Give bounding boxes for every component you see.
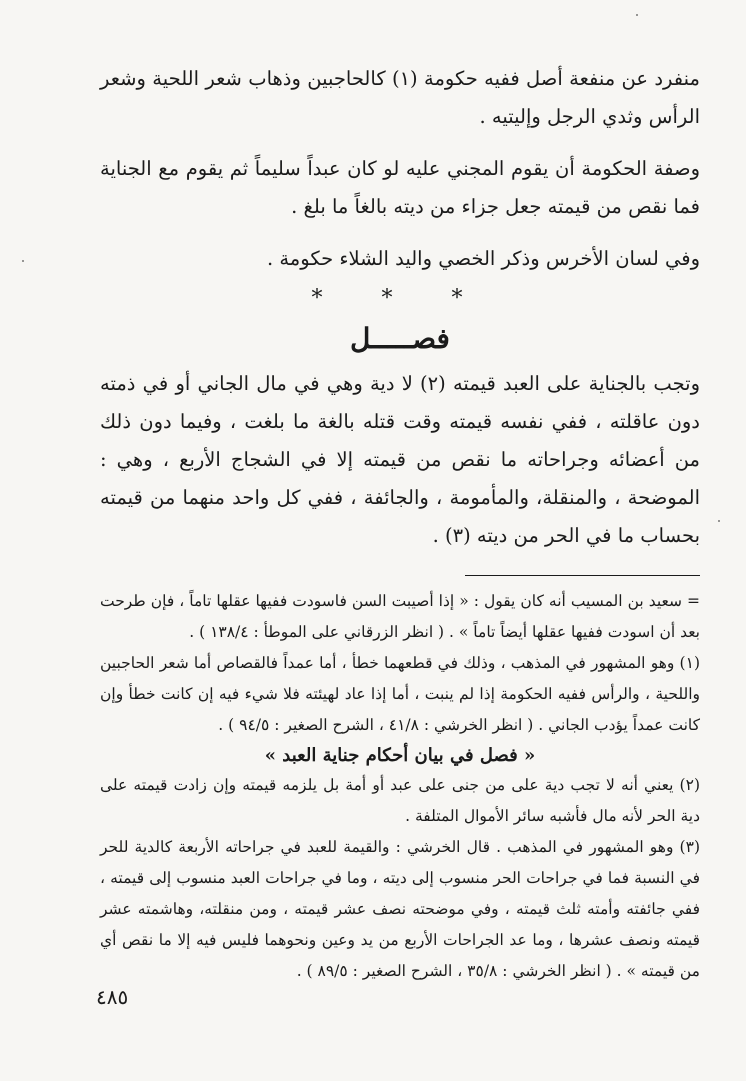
- footnote-section-title: « فصل في بيان أحكام جناية العبد »: [264, 745, 536, 766]
- asterisk-separator: * * *: [311, 286, 489, 311]
- footnote-1: (١) وهو المشهور في المذهب ، وذلك في قطعهما خطأ ، أما عمداً فالقصاص أما شعر الحاجبين واللحية ، والرأس ففيه الحكومة إذا لم ينبت ، أما إذا عاد لهيئته فلا شيء فيه إن كانت خطأ وإن كانت عمداً يؤدب الجاني . ( انظر الخرشي : ٤١/٨ ، الشرح الصغير : ٩٤/٥ ) .: [100, 654, 700, 734]
- footnote-divider: [465, 575, 700, 576]
- paragraph-3: وفي لسان الأخرس وذكر الخصي واليد الشلاء حكومة .: [266, 247, 700, 270]
- scan-speck: [22, 260, 24, 262]
- footnote-3: (٣) وهو المشهور في المذهب . قال الخرشي : والقيمة للعبد في جراحاته الأربعة كالدية للحر في النسبة فما في جراحات الحر منسوب إلى ديته ، وما في جراحات العبد منسوب إلى قيمته ، ففي جائفته وأمته ثلث قيمته ، وفي موضحته نصف عشر قيمته ، ومن منقلته، وهاشمته عشر قيمته ونصف عشرها ، وما عد الجراحات الأربع من يد وعين ونحوهما فليس فيه إلا ما نقص أي من قيمته » . ( انظر الخرشي : ٣٥/٨ ، الشرح الصغير : ٨٩/٥ ) .: [100, 838, 700, 980]
- footnote-2: (٢) يعني أنه لا تجب دية على من جنى على عبد أو أمة بل يلزمه قيمته وإن زادت قيمته على دية الحر لأنه مال فأشبه سائر الأموال المتلفة .: [100, 776, 700, 825]
- scan-speck: [636, 14, 638, 16]
- paragraph-1: منفرد عن منفعة أصل ففيه حكومة (١) كالحاجبين وذهاب شعر اللحية وشعر الرأس وثدي الرجل وإليتيه .: [100, 67, 700, 128]
- section-title: فصـــــل: [350, 322, 450, 355]
- footnotes: [100, 586, 700, 987]
- paragraph-4: وتجب بالجناية على العبد قيمته (٢) لا دية وهي في مال الجاني أو في ذمته دون عاقلته ، ففي نفسه قيمته وقت قتله بالغة ما بلغت ، وفيما دون ذلك من أعضائه وجراحاته ما نقص من قيمته إلا في الشجاج الأربع ، وهي : الموضحة ، والمنقلة، والمأمومة ، والجائفة ، ففي كل واحد منهما من قيمته بحساب ما في الحر من ديته (٣) .: [100, 372, 700, 547]
- scan-speck: [718, 520, 720, 522]
- page-body: [100, 60, 700, 987]
- paragraph-2: وصفة الحكومة أن يقوم المجني عليه لو كان عبداً سليماً ثم يقوم مع الجناية فما نقص من قيمته جعل جزاء من ديته بالغاً ما بلغ .: [100, 157, 700, 218]
- footnote-continuation: = سعيد بن المسيب أنه كان يقول : « إذا أصيبت السن فاسودت ففيها عقلها تاماً ، فإن طرحت بعد أن اسودت ففيها عقلها أيضاً تاماً » . ( انظر الزرقاني على الموطأ : ١٣٨/٤ ) .: [100, 592, 700, 641]
- page-number: ٤٨٥: [96, 985, 129, 1009]
